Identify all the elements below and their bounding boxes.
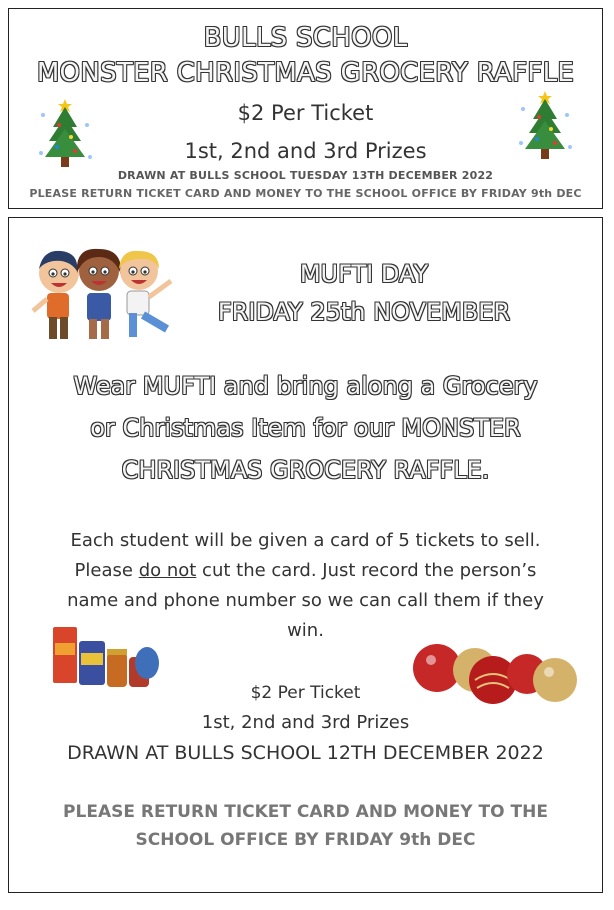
mufti-return-line-1: PLEASE RETURN TICKET CARD AND MONEY TO THE [63, 802, 548, 822]
christmas-tree-icon [515, 87, 575, 167]
return-notice: PLEASE RETURN TICKET CARD AND MONEY TO THE SCHOOL OFFICE BY FRIDAY 9th DEC [29, 187, 582, 200]
ticket-price: $2 Per Ticket [237, 101, 374, 125]
mufti-return-line-2: SCHOOL OFFICE BY FRIDAY 9th DEC [135, 830, 476, 850]
mufti-price: $2 Per Ticket [250, 683, 361, 703]
raffle-title: MONSTER CHRISTMAS GROCERY RAFFLE [36, 58, 575, 88]
wear-line-3: CHRISTMAS GROCERY RAFFLE. [121, 456, 490, 484]
mufti-date: FRIDAY 25th NOVEMBER [217, 298, 511, 326]
mufti-prizes: 1st, 2nd and 3rd Prizes [201, 712, 410, 733]
school-title: BULLS SCHOOL [203, 23, 408, 53]
mufti-box [8, 217, 603, 893]
info-line-3: name and phone number so we can call them if they [67, 590, 544, 611]
raffle-box [8, 8, 603, 209]
mufti-heading: MUFTI DAY [299, 260, 429, 288]
info-line-2: Please do not cut the card. Just record the person’s [74, 560, 537, 581]
info-line-1: Each student will be given a card of 5 tickets to sell. [70, 530, 541, 551]
wear-line-1: Wear MUFTI and bring along a Grocery [73, 372, 538, 400]
drawn-date: DRAWN AT BULLS SCHOOL TUESDAY 13TH DECEMBER 2022 [117, 169, 494, 182]
prizes-text: 1st, 2nd and 3rd Prizes [184, 139, 427, 163]
mufti-drawn-date: DRAWN AT BULLS SCHOOL 12TH DECEMBER 2022 [67, 742, 544, 764]
cartoon-kids-illustration [29, 243, 179, 348]
christmas-tree-icon [35, 95, 95, 175]
wear-line-2: or Christmas Item for our MONSTER [90, 414, 521, 442]
info-line-4: win. [287, 620, 324, 641]
